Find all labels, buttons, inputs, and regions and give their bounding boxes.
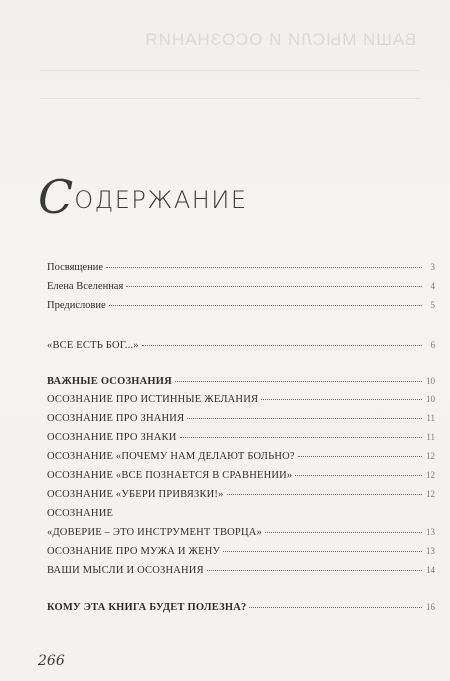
bleed-through-rule — [40, 70, 420, 71]
dot-leader — [126, 285, 422, 287]
toc-page: 6 — [430, 340, 435, 350]
toc-page: 12 — [426, 470, 435, 480]
toc-entry[interactable] — [47, 565, 435, 583]
dot-leader — [249, 606, 422, 608]
toc-page: 11 — [426, 432, 435, 442]
toc-page: 3 — [430, 262, 435, 272]
toc-label: Предисловие — [47, 300, 106, 311]
toc-entry[interactable] — [47, 546, 435, 564]
dot-leader — [298, 455, 422, 457]
dot-leader — [106, 266, 422, 268]
toc-page: 16 — [426, 602, 435, 612]
toc-label: ОСОЗНАНИЕ «УБЕРИ ПРИВЯЗКИ!» — [47, 489, 224, 500]
toc-page: 11 — [426, 413, 435, 423]
toc-label: ОСОЗНАНИЕ — [47, 508, 114, 519]
dot-leader — [265, 531, 422, 533]
title-initial: С — [38, 170, 74, 224]
toc-label: ВАШИ МЫСЛИ И ОСОЗНАНИЯ — [47, 565, 204, 576]
toc-page: 14 — [426, 565, 435, 575]
toc-page: 10 — [426, 376, 435, 386]
toc-label: Посвящение — [47, 262, 104, 273]
toc-entry[interactable] — [47, 432, 435, 450]
toc-label: ОСОЗНАНИЕ «ВСЕ ПОЗНАЕТСЯ В СРАВНЕНИИ» — [47, 470, 293, 481]
page-title — [38, 160, 248, 224]
dot-leader — [116, 513, 422, 514]
toc-entry[interactable] — [47, 300, 435, 318]
toc-page: 5 — [430, 300, 435, 310]
dot-leader — [295, 474, 422, 476]
toc-entry[interactable] — [47, 527, 435, 545]
toc-label: КОМУ ЭТА КНИГА БУДЕТ ПОЛЕЗНА? — [47, 602, 247, 613]
dot-leader — [207, 569, 422, 571]
toc-entry[interactable] — [47, 470, 435, 488]
toc-label: ОСОЗНАНИЕ ПРО ЗНАКИ — [47, 432, 177, 443]
dot-leader — [261, 398, 422, 400]
toc-label: ОСОЗНАНИЕ ПРО ИСТИННЫЕ ЖЕЛАНИЯ — [47, 394, 259, 405]
dot-leader — [142, 344, 422, 346]
toc-entry[interactable] — [47, 394, 435, 412]
dot-leader — [175, 380, 422, 382]
bleed-through-text: ВАШИ МЫСЛИ И ОСОЗНАНИЯ — [144, 30, 416, 49]
toc-entry[interactable] — [47, 489, 435, 507]
toc-entry[interactable] — [47, 281, 435, 299]
toc-entry[interactable] — [47, 508, 435, 526]
page-number: 266 — [38, 653, 65, 669]
toc-page: 13 — [426, 546, 435, 556]
toc-label: Елена Вселенная — [47, 281, 124, 292]
dot-leader — [109, 304, 422, 306]
toc-entry[interactable] — [47, 340, 435, 358]
bleed-through-rule — [40, 98, 420, 99]
toc-label: «ДОВЕРИЕ – ЭТО ИНСТРУМЕНТ ТВОРЦА» — [47, 527, 262, 538]
toc-entry[interactable] — [47, 262, 435, 280]
toc-label: ОСОЗНАНИЕ ПРО ЗНАНИЯ — [47, 413, 185, 424]
toc-entry[interactable] — [47, 602, 435, 620]
dot-leader — [187, 417, 422, 419]
dot-leader — [223, 550, 422, 552]
toc-page: 10 — [426, 394, 435, 404]
toc-page: 13 — [426, 527, 435, 537]
toc-page: 4 — [430, 281, 435, 291]
toc-entry[interactable] — [47, 413, 435, 431]
toc-label: «ВСЕ ЕСТЬ БОГ...» — [47, 340, 139, 351]
toc-label: ОСОЗНАНИЕ ПРО МУЖА И ЖЕНУ — [47, 546, 221, 557]
toc-page: 12 — [426, 489, 435, 499]
dot-leader — [227, 493, 422, 495]
toc-page: 12 — [426, 451, 435, 461]
title-rest: ОДЕРЖАНИЕ — [74, 186, 248, 214]
dot-leader — [180, 436, 423, 438]
toc-entry[interactable] — [47, 451, 435, 469]
toc-entry[interactable] — [47, 376, 435, 394]
toc-label: ОСОЗНАНИЕ «ПОЧЕМУ НАМ ДЕЛАЮТ БОЛЬНО? — [47, 451, 295, 462]
toc-label: ВАЖНЫЕ ОСОЗНАНИЯ — [47, 376, 172, 387]
